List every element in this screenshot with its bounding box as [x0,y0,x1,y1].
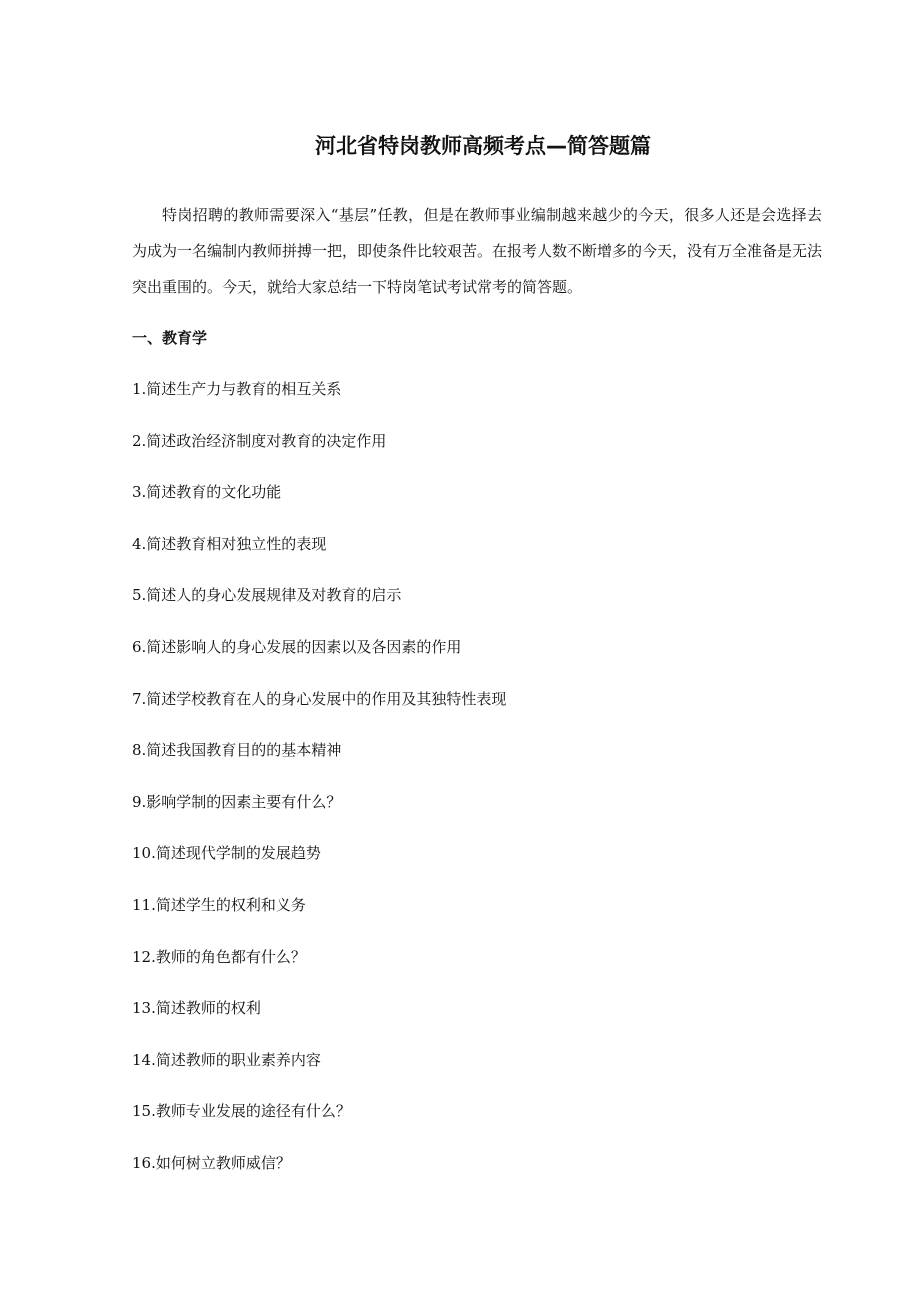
question-item: 7.简述学校教育在人的身心发展中的作用及其独特性表现 [132,689,507,708]
question-item: 3.简述教育的文化功能 [132,483,282,502]
question-item: 10.简述现代学制的发展趋势 [132,844,321,863]
question-item: 11.简述学生的权利和义务 [132,895,306,914]
question-item: 5.简述人的身心发展规律及对教育的启示 [132,586,402,605]
intro-paragraph: 特岗招聘的教师需要深入“基层”任教，但是在教师事业编制越来越少的今天，很多人还是会选择去为成为一名编制内教师拼搏一把，即使条件比较艰苦。在报考人数不断增多的今天，没有万全准备是无法突出重围的。今天，就给大家总结一下特岗笔试考试常考的简答题。 [132,206,823,296]
question-item: 14.简述教师的职业素养内容 [132,1050,321,1069]
section-heading: 一、教育学 [132,329,208,347]
question-item: 12.教师的角色都有什么？ [132,947,306,966]
question-item: 1.简述生产力与教育的相互关系 [132,380,342,398]
document-title: 河北省特岗教师高频考点—简答题篇 [315,134,651,158]
question-item: 9.影响学制的因素主要有什么？ [132,792,342,811]
question-item: 15.教师专业发展的途径有什么？ [132,1102,351,1121]
question-item: 8.简述我国教育目的的基本精神 [132,741,342,760]
question-item: 2.简述政治经济制度对教育的决定作用 [132,431,387,450]
question-item: 6.简述影响人的身心发展的因素以及各因素的作用 [132,637,462,656]
question-item: 13.简述教师的权利 [132,999,261,1018]
question-item: 16.如何树立教师威信？ [132,1153,291,1172]
question-item: 4.简述教育相对独立性的表现 [132,534,327,553]
question-list [132,374,506,1200]
